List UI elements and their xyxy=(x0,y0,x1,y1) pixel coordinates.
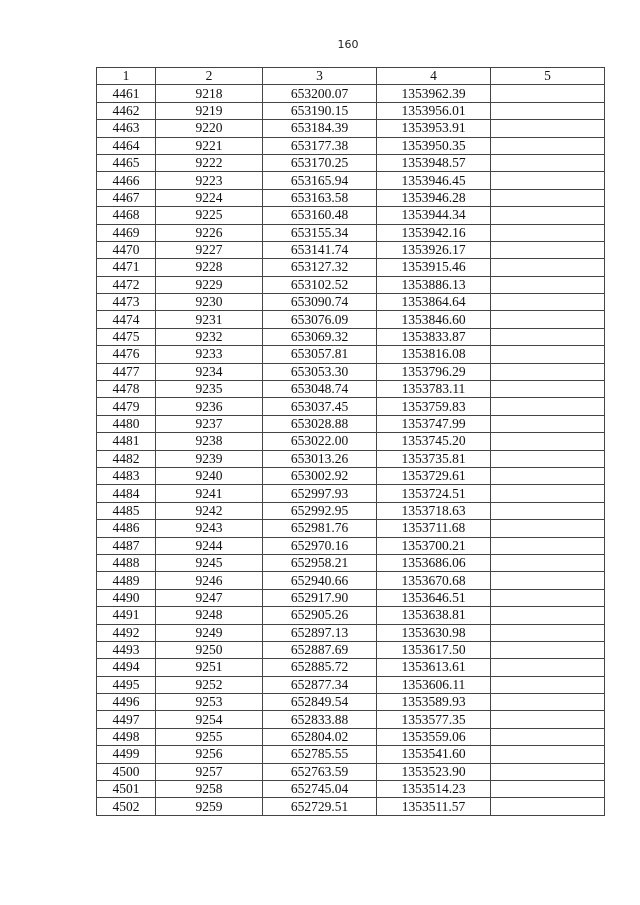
table-cell xyxy=(491,363,605,380)
table-cell: 4497 xyxy=(97,711,156,728)
table-cell: 4468 xyxy=(97,207,156,224)
table-cell: 4462 xyxy=(97,102,156,119)
table-cell: 4463 xyxy=(97,120,156,137)
table-row xyxy=(97,554,605,571)
table-row xyxy=(97,728,605,745)
table-cell: 1353816.08 xyxy=(377,346,491,363)
table-cell: 4495 xyxy=(97,676,156,693)
table-cell: 9226 xyxy=(156,224,263,241)
table-cell: 9222 xyxy=(156,154,263,171)
page-number: 160 xyxy=(337,38,359,51)
table-cell: 9234 xyxy=(156,363,263,380)
table-cell: 9243 xyxy=(156,520,263,537)
table-cell: 4472 xyxy=(97,276,156,293)
table-cell: 652763.59 xyxy=(263,763,377,780)
table-row xyxy=(97,798,605,815)
table-row xyxy=(97,363,605,380)
table-cell: 4499 xyxy=(97,746,156,763)
table-cell xyxy=(491,746,605,763)
table-row xyxy=(97,520,605,537)
table-cell xyxy=(491,137,605,154)
table-cell: 1353617.50 xyxy=(377,641,491,658)
table-cell: 1353514.23 xyxy=(377,781,491,798)
table-cell: 1353796.29 xyxy=(377,363,491,380)
table-cell: 9227 xyxy=(156,241,263,258)
table-cell: 1353953.91 xyxy=(377,120,491,137)
table-cell xyxy=(491,694,605,711)
table-cell xyxy=(491,624,605,641)
table-row xyxy=(97,607,605,624)
table-cell: 1353962.39 xyxy=(377,85,491,102)
table-cell: 9242 xyxy=(156,502,263,519)
table-cell: 1353747.99 xyxy=(377,415,491,432)
table-cell: 652887.69 xyxy=(263,641,377,658)
table-cell: 4477 xyxy=(97,363,156,380)
table-cell: 9220 xyxy=(156,120,263,137)
table-cell: 653170.25 xyxy=(263,154,377,171)
table-cell: 4471 xyxy=(97,259,156,276)
table-row xyxy=(97,398,605,415)
coordinates-table xyxy=(96,67,605,816)
column-header: 5 xyxy=(491,68,605,85)
table-row xyxy=(97,294,605,311)
table-cell: 653048.74 xyxy=(263,381,377,398)
table-cell xyxy=(491,520,605,537)
table-cell xyxy=(491,102,605,119)
table-cell: 1353511.57 xyxy=(377,798,491,815)
table-cell: 1353638.81 xyxy=(377,607,491,624)
table-row xyxy=(97,589,605,606)
table-cell: 9233 xyxy=(156,346,263,363)
table-cell xyxy=(491,798,605,815)
table-cell: 9232 xyxy=(156,328,263,345)
table-row xyxy=(97,485,605,502)
table-cell xyxy=(491,189,605,206)
table-cell: 4501 xyxy=(97,781,156,798)
table-cell: 4482 xyxy=(97,450,156,467)
table-cell: 1353646.51 xyxy=(377,589,491,606)
table-cell xyxy=(491,154,605,171)
table-cell: 653069.32 xyxy=(263,328,377,345)
table-cell xyxy=(491,763,605,780)
table-row xyxy=(97,641,605,658)
table-cell: 4470 xyxy=(97,241,156,258)
table-cell: 4486 xyxy=(97,520,156,537)
table-row xyxy=(97,311,605,328)
table-cell: 4502 xyxy=(97,798,156,815)
table-cell: 4493 xyxy=(97,641,156,658)
table-cell: 1353613.61 xyxy=(377,659,491,676)
table-row xyxy=(97,224,605,241)
table-row xyxy=(97,172,605,189)
table-cell: 1353745.20 xyxy=(377,433,491,450)
column-header: 1 xyxy=(97,68,156,85)
table-cell: 9249 xyxy=(156,624,263,641)
table-cell: 4498 xyxy=(97,728,156,745)
table-cell: 4484 xyxy=(97,485,156,502)
table-cell: 9253 xyxy=(156,694,263,711)
table-cell: 9246 xyxy=(156,572,263,589)
table-cell: 653141.74 xyxy=(263,241,377,258)
table-cell: 9228 xyxy=(156,259,263,276)
table-row xyxy=(97,85,605,102)
table-cell: 9238 xyxy=(156,433,263,450)
table-cell: 653127.32 xyxy=(263,259,377,276)
table-cell: 4490 xyxy=(97,589,156,606)
table-cell xyxy=(491,659,605,676)
table-row xyxy=(97,120,605,137)
table-row xyxy=(97,346,605,363)
table-cell: 1353946.28 xyxy=(377,189,491,206)
table-cell: 1353589.93 xyxy=(377,694,491,711)
table-cell xyxy=(491,781,605,798)
table-cell: 9231 xyxy=(156,311,263,328)
table-cell xyxy=(491,467,605,484)
table-cell: 1353577.35 xyxy=(377,711,491,728)
table-body xyxy=(97,85,605,815)
table-cell: 9235 xyxy=(156,381,263,398)
table-row xyxy=(97,415,605,432)
table-cell xyxy=(491,120,605,137)
table-cell: 4474 xyxy=(97,311,156,328)
table-cell: 9219 xyxy=(156,102,263,119)
table-cell: 652970.16 xyxy=(263,537,377,554)
table-cell: 9252 xyxy=(156,676,263,693)
table-row xyxy=(97,676,605,693)
table-row xyxy=(97,711,605,728)
table-cell: 4483 xyxy=(97,467,156,484)
table-cell: 9256 xyxy=(156,746,263,763)
table-cell: 9237 xyxy=(156,415,263,432)
table-cell: 9251 xyxy=(156,659,263,676)
table-row xyxy=(97,241,605,258)
table-cell: 653076.09 xyxy=(263,311,377,328)
table-row xyxy=(97,502,605,519)
table-row xyxy=(97,433,605,450)
table-cell: 4466 xyxy=(97,172,156,189)
table-cell: 1353886.13 xyxy=(377,276,491,293)
table-cell xyxy=(491,572,605,589)
table-cell: 653165.94 xyxy=(263,172,377,189)
table-cell: 1353724.51 xyxy=(377,485,491,502)
table-cell: 1353718.63 xyxy=(377,502,491,519)
table-cell: 653022.00 xyxy=(263,433,377,450)
table-cell xyxy=(491,607,605,624)
table-cell: 1353944.34 xyxy=(377,207,491,224)
table-cell: 652940.66 xyxy=(263,572,377,589)
table-cell: 653155.34 xyxy=(263,224,377,241)
table-cell: 9223 xyxy=(156,172,263,189)
table-row xyxy=(97,781,605,798)
table-cell: 4464 xyxy=(97,137,156,154)
table-cell xyxy=(491,711,605,728)
table-cell: 653200.07 xyxy=(263,85,377,102)
table-cell: 4476 xyxy=(97,346,156,363)
table-row xyxy=(97,189,605,206)
table-row xyxy=(97,154,605,171)
table-cell: 9248 xyxy=(156,607,263,624)
table-cell: 4485 xyxy=(97,502,156,519)
table-cell: 1353606.11 xyxy=(377,676,491,693)
table-cell: 653053.30 xyxy=(263,363,377,380)
table-cell xyxy=(491,537,605,554)
table-cell xyxy=(491,241,605,258)
table-cell xyxy=(491,415,605,432)
table-cell: 652997.93 xyxy=(263,485,377,502)
table-cell: 4479 xyxy=(97,398,156,415)
table-cell xyxy=(491,172,605,189)
table-row xyxy=(97,381,605,398)
table-row xyxy=(97,572,605,589)
table-cell: 9241 xyxy=(156,485,263,502)
table-cell: 653013.26 xyxy=(263,450,377,467)
table-cell xyxy=(491,502,605,519)
table-row xyxy=(97,328,605,345)
column-header: 4 xyxy=(377,68,491,85)
table-cell: 652729.51 xyxy=(263,798,377,815)
table-cell: 1353942.16 xyxy=(377,224,491,241)
table-cell xyxy=(491,485,605,502)
table-cell: 652981.76 xyxy=(263,520,377,537)
table-cell: 9239 xyxy=(156,450,263,467)
table-cell xyxy=(491,328,605,345)
table-cell xyxy=(491,276,605,293)
table-cell: 9244 xyxy=(156,537,263,554)
table-cell xyxy=(491,554,605,571)
table-cell: 4467 xyxy=(97,189,156,206)
table-cell: 1353956.01 xyxy=(377,102,491,119)
table-cell: 1353833.87 xyxy=(377,328,491,345)
table-cell: 9221 xyxy=(156,137,263,154)
table-cell: 4478 xyxy=(97,381,156,398)
table-cell: 4475 xyxy=(97,328,156,345)
table-row xyxy=(97,276,605,293)
table-cell: 4461 xyxy=(97,85,156,102)
table-cell: 9230 xyxy=(156,294,263,311)
table-row xyxy=(97,537,605,554)
table-cell xyxy=(491,641,605,658)
table-cell: 9259 xyxy=(156,798,263,815)
table-cell xyxy=(491,207,605,224)
table-cell: 652897.13 xyxy=(263,624,377,641)
table-cell: 653102.52 xyxy=(263,276,377,293)
table-cell: 653090.74 xyxy=(263,294,377,311)
table-cell: 4496 xyxy=(97,694,156,711)
table-cell: 1353846.60 xyxy=(377,311,491,328)
table-cell: 1353686.06 xyxy=(377,554,491,571)
table-cell: 9236 xyxy=(156,398,263,415)
table-cell xyxy=(491,676,605,693)
table-cell: 653002.92 xyxy=(263,467,377,484)
table-cell: 1353946.45 xyxy=(377,172,491,189)
table-cell: 4494 xyxy=(97,659,156,676)
table-cell: 9240 xyxy=(156,467,263,484)
table-cell: 4481 xyxy=(97,433,156,450)
table-cell: 653163.58 xyxy=(263,189,377,206)
table-cell: 1353630.98 xyxy=(377,624,491,641)
table-cell: 4480 xyxy=(97,415,156,432)
table-cell xyxy=(491,433,605,450)
table-cell xyxy=(491,589,605,606)
table-cell: 4473 xyxy=(97,294,156,311)
table-cell: 1353711.68 xyxy=(377,520,491,537)
table-cell xyxy=(491,224,605,241)
table-row xyxy=(97,467,605,484)
table-cell: 9229 xyxy=(156,276,263,293)
table-cell: 4487 xyxy=(97,537,156,554)
table-cell: 9254 xyxy=(156,711,263,728)
table-cell xyxy=(491,259,605,276)
table-cell xyxy=(491,450,605,467)
table-cell: 1353926.17 xyxy=(377,241,491,258)
table-cell: 653057.81 xyxy=(263,346,377,363)
table-cell: 652885.72 xyxy=(263,659,377,676)
table-cell: 653177.38 xyxy=(263,137,377,154)
table-row xyxy=(97,102,605,119)
table-cell: 652804.02 xyxy=(263,728,377,745)
table-cell: 1353541.60 xyxy=(377,746,491,763)
table-cell xyxy=(491,398,605,415)
table-cell: 652905.26 xyxy=(263,607,377,624)
table-cell: 4491 xyxy=(97,607,156,624)
table-cell: 653037.45 xyxy=(263,398,377,415)
table-cell: 653190.15 xyxy=(263,102,377,119)
table-cell: 4489 xyxy=(97,572,156,589)
table-cell: 4488 xyxy=(97,554,156,571)
table-cell: 1353915.46 xyxy=(377,259,491,276)
table-cell: 4469 xyxy=(97,224,156,241)
table-header-row xyxy=(97,68,605,85)
table-cell: 1353523.90 xyxy=(377,763,491,780)
table-row xyxy=(97,207,605,224)
table-cell xyxy=(491,346,605,363)
table-row xyxy=(97,450,605,467)
table-cell: 652958.21 xyxy=(263,554,377,571)
table-cell: 653028.88 xyxy=(263,415,377,432)
table-row xyxy=(97,746,605,763)
table-cell: 1353559.06 xyxy=(377,728,491,745)
table-cell xyxy=(491,294,605,311)
table-cell: 1353948.57 xyxy=(377,154,491,171)
table-cell: 1353783.11 xyxy=(377,381,491,398)
table-cell: 4465 xyxy=(97,154,156,171)
table-cell: 9224 xyxy=(156,189,263,206)
table-cell: 653184.39 xyxy=(263,120,377,137)
table-cell: 1353729.61 xyxy=(377,467,491,484)
table-cell: 652785.55 xyxy=(263,746,377,763)
table-cell xyxy=(491,85,605,102)
table-cell: 9255 xyxy=(156,728,263,745)
table-row xyxy=(97,137,605,154)
table-row xyxy=(97,624,605,641)
table-cell: 652992.95 xyxy=(263,502,377,519)
table-cell: 1353950.35 xyxy=(377,137,491,154)
table-cell: 652833.88 xyxy=(263,711,377,728)
table-cell: 9250 xyxy=(156,641,263,658)
table-cell xyxy=(491,311,605,328)
table-cell: 652877.34 xyxy=(263,676,377,693)
table-cell: 1353700.21 xyxy=(377,537,491,554)
table-cell: 9218 xyxy=(156,85,263,102)
table-row xyxy=(97,259,605,276)
table-cell xyxy=(491,728,605,745)
table-row xyxy=(97,694,605,711)
table-cell: 1353759.83 xyxy=(377,398,491,415)
table-cell: 652745.04 xyxy=(263,781,377,798)
table-cell: 1353864.64 xyxy=(377,294,491,311)
table-cell: 9257 xyxy=(156,763,263,780)
table-cell: 652917.90 xyxy=(263,589,377,606)
table-cell: 652849.54 xyxy=(263,694,377,711)
table-cell: 653160.48 xyxy=(263,207,377,224)
table-cell: 9258 xyxy=(156,781,263,798)
table-cell: 9245 xyxy=(156,554,263,571)
table-cell: 9225 xyxy=(156,207,263,224)
column-header: 3 xyxy=(263,68,377,85)
table-cell: 1353670.68 xyxy=(377,572,491,589)
table-cell: 9247 xyxy=(156,589,263,606)
table-cell: 4500 xyxy=(97,763,156,780)
table-cell: 1353735.81 xyxy=(377,450,491,467)
table-cell xyxy=(491,381,605,398)
table-row xyxy=(97,659,605,676)
table-row xyxy=(97,763,605,780)
table-cell: 4492 xyxy=(97,624,156,641)
column-header: 2 xyxy=(156,68,263,85)
